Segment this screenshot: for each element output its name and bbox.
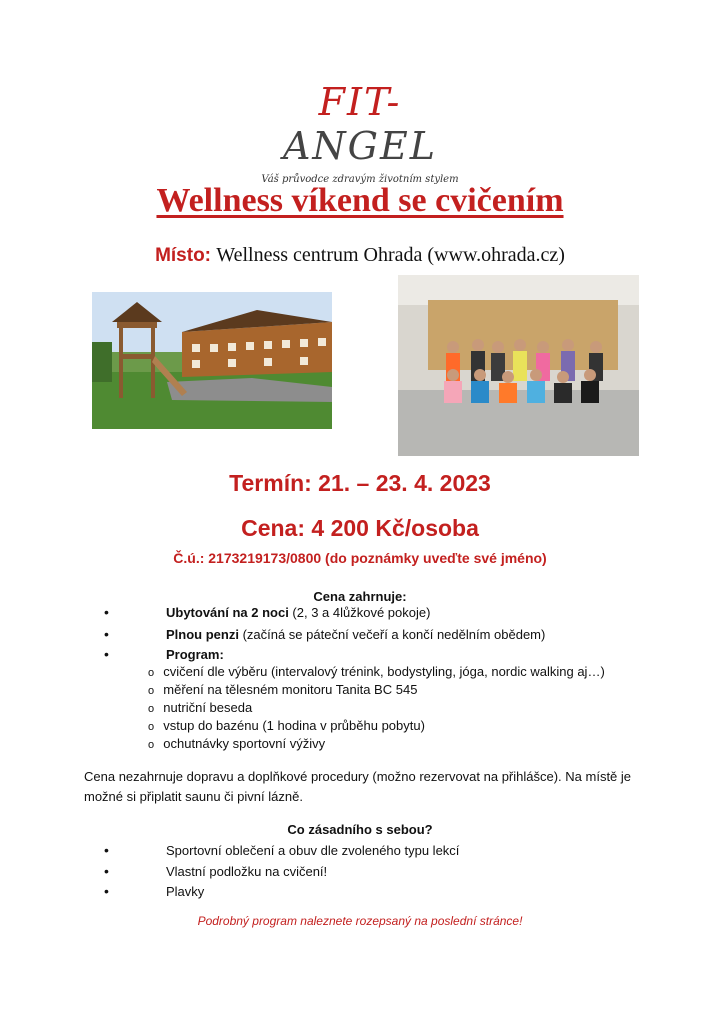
program-item: o ochutnávky sportovní výživy xyxy=(148,736,326,751)
includes-item-bold: Plnou penzi xyxy=(166,627,239,642)
logo-angel: ANGEL xyxy=(282,124,438,168)
bring-heading: Co zásadního s sebou? xyxy=(287,822,433,837)
includes-item-bold: Ubytování na 2 noci xyxy=(166,605,289,620)
program-item: o vstup do bazénu (1 hodina v průběhu pobytu) xyxy=(148,718,425,733)
program-item-text: nutriční beseda xyxy=(163,700,253,715)
bring-item: Sportovní oblečení a obuv dle zvoleného typu lekcí xyxy=(166,843,460,858)
bring-item: Vlastní podložku na cvičení! xyxy=(166,864,328,879)
bullet-icon: • xyxy=(104,863,109,879)
program-item-text: cvičení dle výběru (intervalový trénink, bodystyling, jóga, nordic walking aj…) xyxy=(163,664,605,679)
includes-heading: Cena zahrnuje: xyxy=(313,589,407,604)
bullet-icon: • xyxy=(104,626,109,642)
bullet-icon: • xyxy=(104,842,109,858)
program-item-text: vstup do bazénu (1 hodina v průběhu pobytu) xyxy=(163,718,425,733)
place-label: Místo: xyxy=(155,245,212,266)
includes-item xyxy=(166,627,545,642)
logo-fit: FIT xyxy=(318,80,387,124)
bank-account: Č.ú.: 2173219173/0800 (do poznámky uveďte své jméno) xyxy=(173,550,547,566)
bullet-icon: • xyxy=(104,646,109,662)
logo-dash: - xyxy=(386,80,402,124)
program-item-text: měření na tělesném monitoru Tanita BC 545 xyxy=(163,682,418,697)
photo-group xyxy=(398,275,639,456)
logo xyxy=(260,80,460,185)
includes-item-rest: (začíná se páteční večeří a končí nedělním obědem) xyxy=(238,627,546,642)
includes-item xyxy=(166,647,224,662)
photo-building xyxy=(92,292,332,429)
bullet-icon: • xyxy=(104,604,109,620)
includes-item-bold: Program: xyxy=(166,647,224,662)
program-item: o měření na tělesném monitoru Tanita BC 545 xyxy=(148,682,418,697)
bullet-icon: • xyxy=(104,883,109,899)
bring-item: Plavky xyxy=(166,884,205,899)
term-date: Termín: 21. – 23. 4. 2023 xyxy=(229,470,491,496)
footer-note: Podrobný program naleznete rozepsaný na poslední stránce! xyxy=(197,914,523,928)
logo-wordmark xyxy=(260,80,460,168)
includes-item xyxy=(166,605,430,620)
program-item: o nutriční beseda xyxy=(148,700,253,715)
place-value: Wellness centrum Ohrada (www.ohrada.cz) xyxy=(216,244,565,266)
price-note: Cena nezahrnuje dopravu a doplňkové procedury (možno rezervovat na přihlášce). Na místě je možné si připlatit saunu či pivní lázně. xyxy=(84,769,632,804)
logo-tagline: Váš průvodce zdravým životním stylem xyxy=(261,174,459,185)
program-item-text: ochutnávky sportovní výživy xyxy=(163,736,326,751)
place-line xyxy=(0,244,720,267)
price: Cena: 4 200 Kč/osoba xyxy=(241,515,479,541)
includes-item-rest: (2, 3 a 4lůžkové pokoje) xyxy=(288,605,431,620)
page-title: Wellness víkend se cvičením xyxy=(156,182,564,219)
program-item: o cvičení dle výběru (intervalový trénink, bodystyling, jóga, nordic walking aj…) xyxy=(148,664,605,679)
